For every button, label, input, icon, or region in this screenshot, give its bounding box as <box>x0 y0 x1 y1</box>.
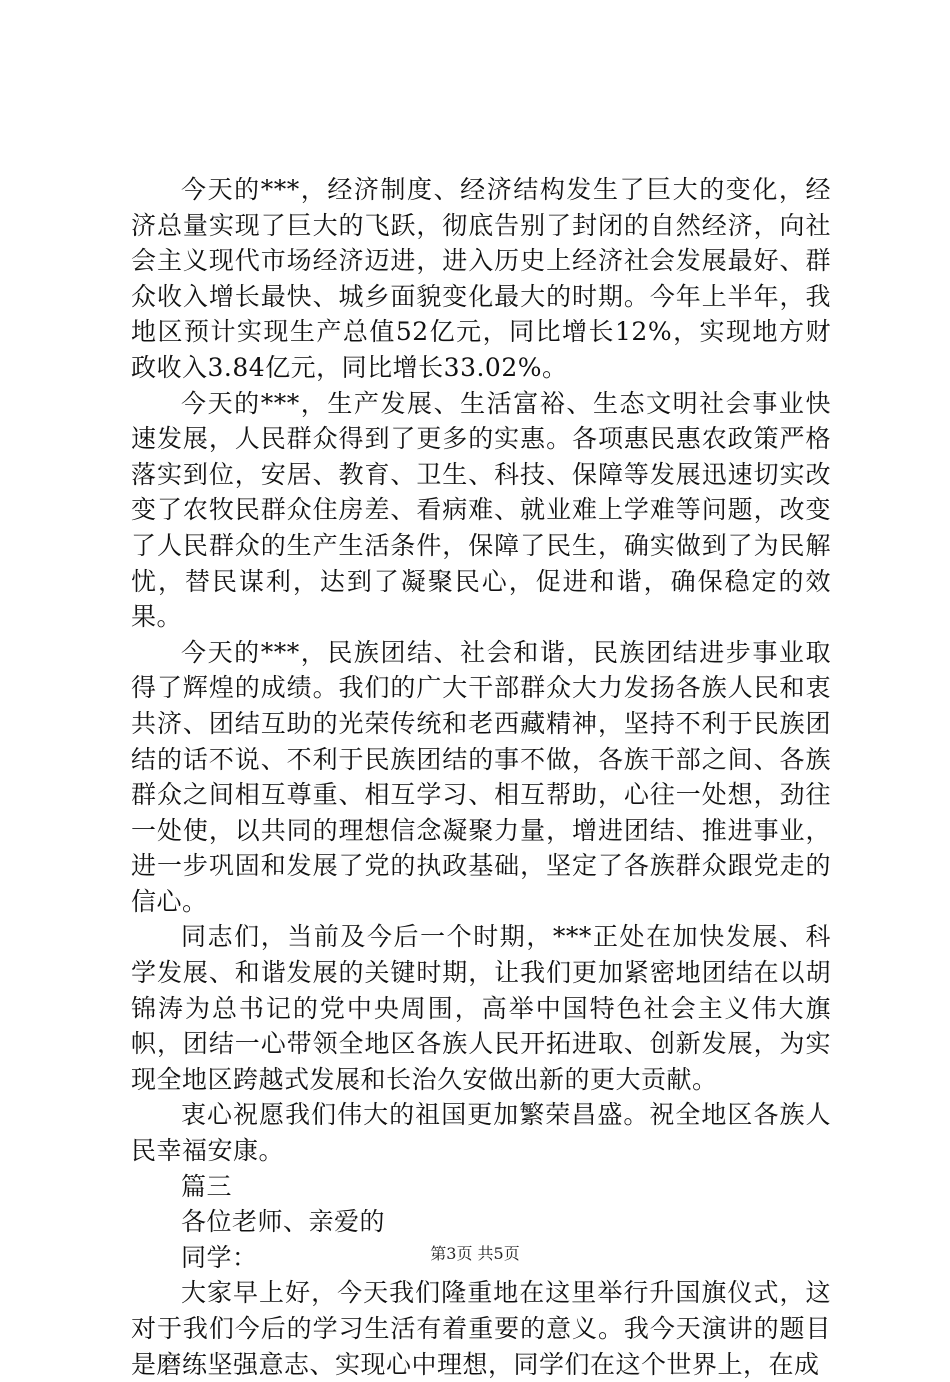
salutation-line-1: 各位老师、亲爱的 <box>181 1207 386 1237</box>
paragraph-unity: 今天的***，民族团结、社会和谐，民族团结进步事业取得了辉煌的成绩。我们的广大干部群众大力发扬各族人民和衷共济、团结互助的光荣传统和老西藏精神，坚持不利于民族团结的话不说、不利于民族团结的事不做，各族干部之间、各族群众之间相互尊重、相互学习、相互帮助，心往一处想，劲往一处使，以共同的理想信念凝聚力量，增进团结、推进事业，进一步巩固和发展了党的执政基础，坚定了各族群众跟党走的信心。 <box>131 637 831 916</box>
page-footer: 第3页 共5页 <box>430 1244 520 1263</box>
paragraph-economy: 今天的***，经济制度、经济结构发生了巨大的变化，经济总量实现了巨大的飞跃，彻底告别了封闭的自然经济，向社会主义现代市场经济迈进，进入历史上经济社会发展最好、群众收入增长最快、城乡面貌变化最大的时期。今年上半年，我地区预计实现生产总值52亿元，同比增长12%，实现地方财政收入3.84亿元，同比增长33.02%。 <box>131 175 831 382</box>
section-heading: 篇三 <box>181 1171 233 1201</box>
paragraph-speech-opening: 大家早上好，今天我们隆重地在这里举行升国旗仪式，这对于我们今后的学习生活有着重要的意义。我今天演讲的题目是磨练坚强意志、实现心中理想，同学们在这个世界上，在成 <box>131 1278 831 1379</box>
salutation-line-2: 同学： <box>181 1242 258 1272</box>
paragraph-wishes: 衷心祝愿我们伟大的祖国更加繁荣昌盛。祝全地区各族人民幸福安康。 <box>131 1100 831 1166</box>
document-body <box>131 172 831 1382</box>
paragraph-comrades: 同志们，当前及今后一个时期，***正处在加快发展、科学发展、和谐发展的关键时期，让我们更加紧密地团结在以胡锦涛为总书记的党中央周围，高举中国特色社会主义伟大旗帜，团结一心带领全地区各族人民开拓进取、创新发展，为实现全地区跨越式发展和长治久安做出新的更大贡献。 <box>131 922 831 1094</box>
paragraph-livelihood: 今天的***，生产发展、生活富裕、生态文明社会事业快速发展，人民群众得到了更多的实惠。各项惠民惠农政策严格落实到位，安居、教育、卫生、科技、保障等发展迅速切实改变了农牧民群众住房差、看病难、就业难上学难等问题，改变了人民群众的生产生活条件，保障了民生，确实做到了为民解忧，替民谋利，达到了凝聚民心，促进和谐，确保稳定的效果。 <box>131 388 831 632</box>
